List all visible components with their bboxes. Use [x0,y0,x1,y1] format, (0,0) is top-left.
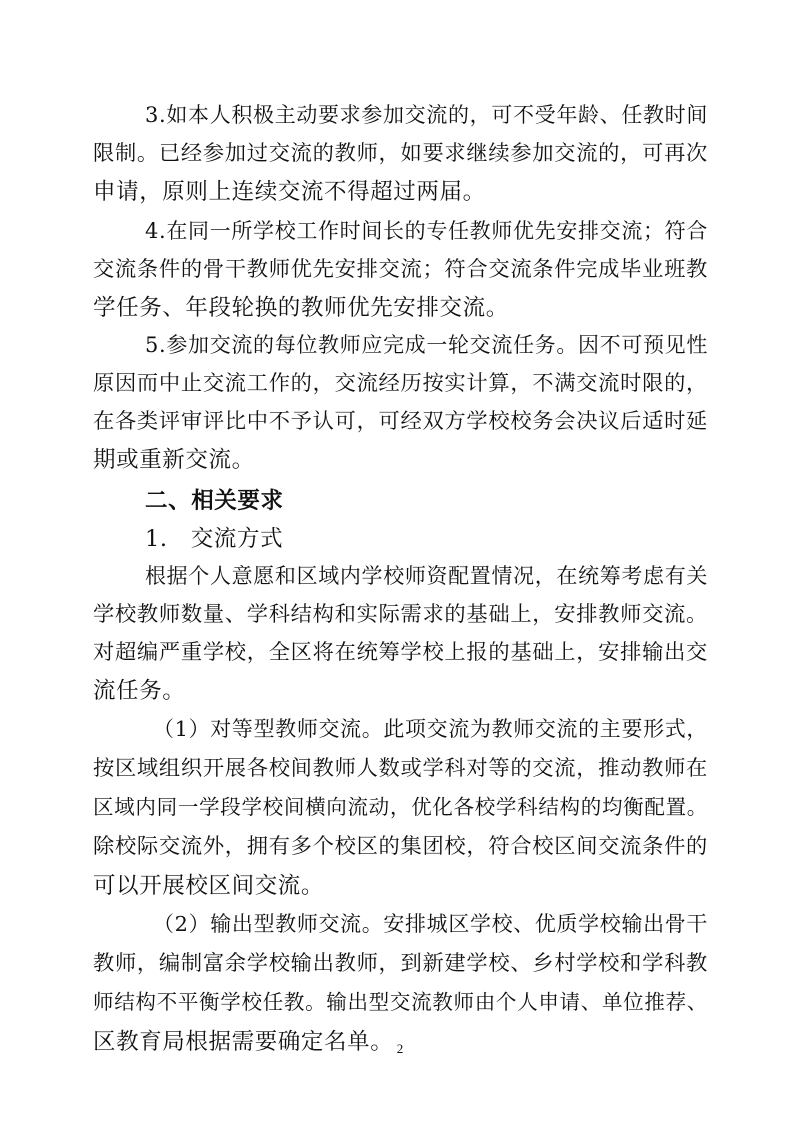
text-line: 按区域组织开展各校间教师人数或学科对等的交流，推动教师在 [93,756,708,781]
text-line: 交流条件的骨干教师优先安排交流；符合交流条件完成毕业班教 [93,257,708,282]
text-line: （1）对等型教师交流。此项交流为教师交流的主要形式， [153,717,708,741]
text-line: 除校际交流外，拥有多个校区的集团校，符合校区间交流条件的 [93,834,708,859]
text-line: 原因而中止交流工作的，交流经历按实计算，不满交流时限的， [93,371,708,396]
text-line: 期或重新交流。 [93,447,255,473]
text-line: 区教育局根据需要确定名单。 [93,1029,394,1055]
text-line: 对超编严重学校，全区将在统筹学校上报的基础上，安排输出交 [93,640,708,665]
text-line: 5.参加交流的每位教师应完成一轮交流任务。因不可预见性 [145,333,708,357]
text-line: 师结构不平衡学校任教。输出型交流教师由个人申请、单位推荐、 [93,990,708,1014]
text-line: 4.在同一所学校工作时间长的专任教师优先安排交流；符合 [145,219,708,243]
section-heading: 二、相关要求 [145,488,284,514]
text-line: 可以开展校区间交流。 [93,873,325,899]
text-line: 学校教师数量、学科结构和实际需求的基础上，安排教师交流。 [93,602,708,627]
text-line: 在各类评审评比中不予认可，可经双方学校校务会决议后适时延 [93,409,708,434]
text-line: 申请，原则上连续交流不得超过两届。 [93,179,486,205]
text-line: 流任务。 [93,678,186,704]
text-line: （2）输出型教师交流。安排城区学校、优质学校输出骨干 [153,912,708,936]
text-line: 区域内同一学段学校间横向流动，优化各校学科结构的均衡配置。 [93,795,708,819]
text-line: 教师，编制富余学校输出教师，到新建学校、乡村学校和学科教 [93,951,708,976]
text-line: 1. 交流方式 [145,526,284,552]
page-number: 2 [396,1041,404,1056]
text-line: 限制。已经参加过交流的教师，如要求继续参加交流的，可再次 [93,141,708,166]
text-line: 学任务、年段轮换的教师优先安排交流。 [93,295,509,321]
text-line: 3.如本人积极主动要求参加交流的，可不受年龄、任教时间 [145,103,708,127]
text-line: 根据个人意愿和区域内学校师资配置情况，在统筹考虑有关 [145,564,708,588]
